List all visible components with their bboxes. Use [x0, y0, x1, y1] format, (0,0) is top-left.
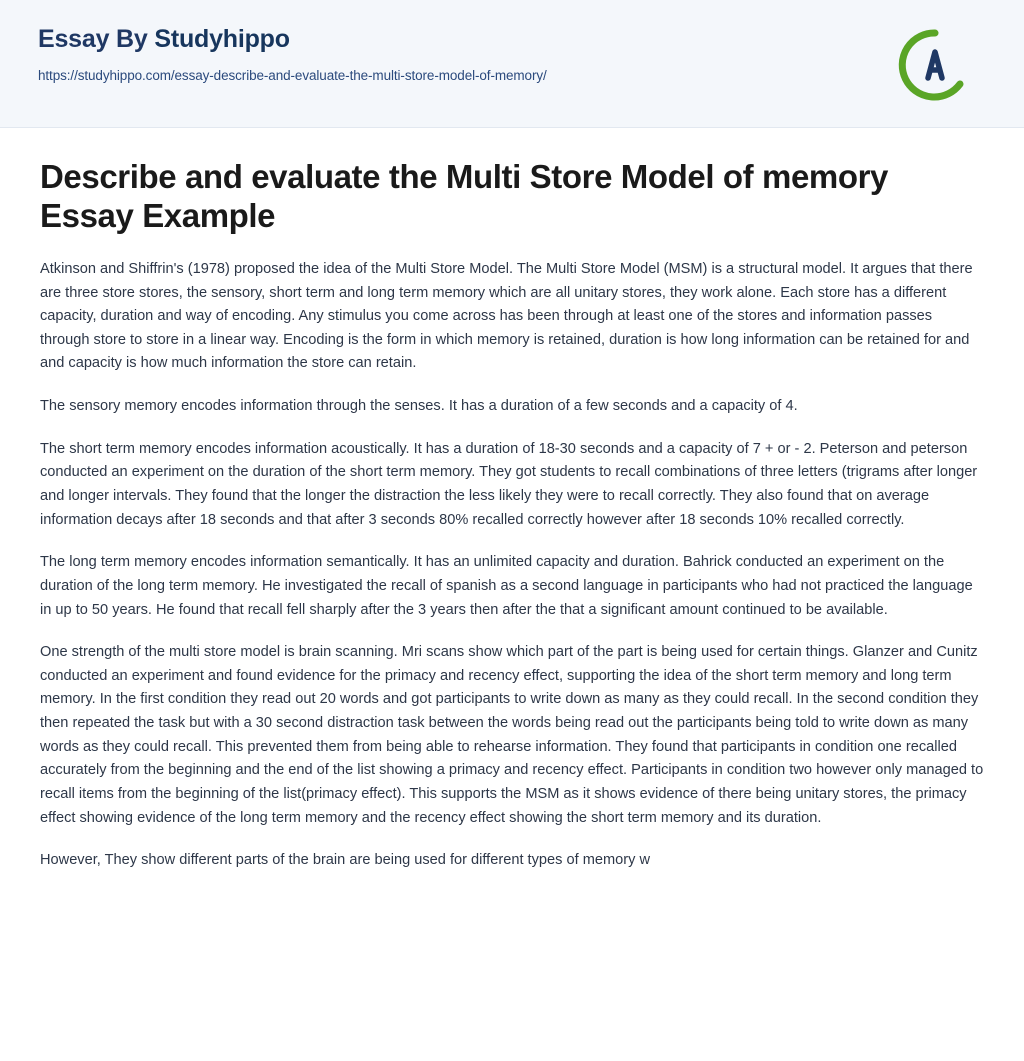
- article-body: [0, 128, 1024, 893]
- paragraph: The sensory memory encodes information through the senses. It has a duration of a few seconds and a capacity of 4.: [40, 398, 798, 415]
- site-title-prefix: Essay By: [38, 25, 155, 53]
- brand-block: [38, 26, 547, 83]
- site-title-name: Studyhippo: [154, 25, 290, 53]
- paragraph: One strength of the multi store model is brain scanning. Mri scans show which part of the part is being used for certain things. Glanzer and Cunitz conducted an experiment and found evidence for the primacy and recency effect, supporting the idea of the short term memory and long term memory. In the first condition they read out 20 words and got participants to write down as many as they could recall. In the second condition they then repeated the task but with a 30 second distraction task between the words being read out the participants being told to write down as many words as they could recall. This prevented them from being able to rehearse information. They found that participants in condition one recalled accurately from the beginning and the end of the list showing a primacy and recency effect. Participants in condition two however only managed to recall items from the beginning of the list(primacy effect). This supports the MSM as it shows evidence of there being unitary stores, the primacy effect showing evidence of the long term memory and the recency effect showing the short term memory and its duration.: [40, 644, 984, 826]
- site-title: [38, 26, 547, 54]
- page-title: Describe and evaluate the Multi Store Model of memory Essay Example: [40, 158, 888, 234]
- paragraph: The short term memory encodes information acoustically. It has a duration of 18-30 seconds and a capacity of 7 + or - 2. Peterson and peterson conducted an experiment on the duration of the short term memory. They got students to recall combinations of three letters (trigrams after longer and longer intervals. They found that the longer the distraction the less likely they were to recall correctly. They also found that on average information decays after 18 seconds and that after 3 seconds 80% recalled correctly however after 18 seconds 10% recalled correctly.: [40, 440, 978, 528]
- source-url-link[interactable]: https://studyhippo.com/essay-describe-and-evaluate-the-multi-store-model-of-memory/: [38, 67, 547, 83]
- paragraph: However, They show different parts of the brain are being used for different types of memory w: [40, 852, 651, 869]
- studyhippo-circle-a-logo: [898, 28, 972, 102]
- site-header: [0, 0, 1024, 128]
- paragraph: Atkinson and Shiffrin's (1978) proposed the idea of the Multi Store Model. The Multi Store Model (MSM) is a structural model. It argues that there are three store stores, the sensory, short term and long term memory which are all unitary stores, they work alone. Each store has a different capacity, duration and way of encoding. Any stimulus you come across has been through at least one of the stores and information passes through store to store in a linear way. Encoding is the form in which memory is retained, duration is how long information can be retained for and and capacity is how much information the store can retain.: [40, 260, 973, 372]
- paragraph: The long term memory encodes information semantically. It has an unlimited capacity and duration. Bahrick conducted an experiment on the duration of the long term memory. He investigated the recall of spanish as a second language in participants who had not practiced the language in up to 50 years. He found that recall fell sharply after the 3 years then after the that a significant amount continued to be available.: [40, 554, 973, 618]
